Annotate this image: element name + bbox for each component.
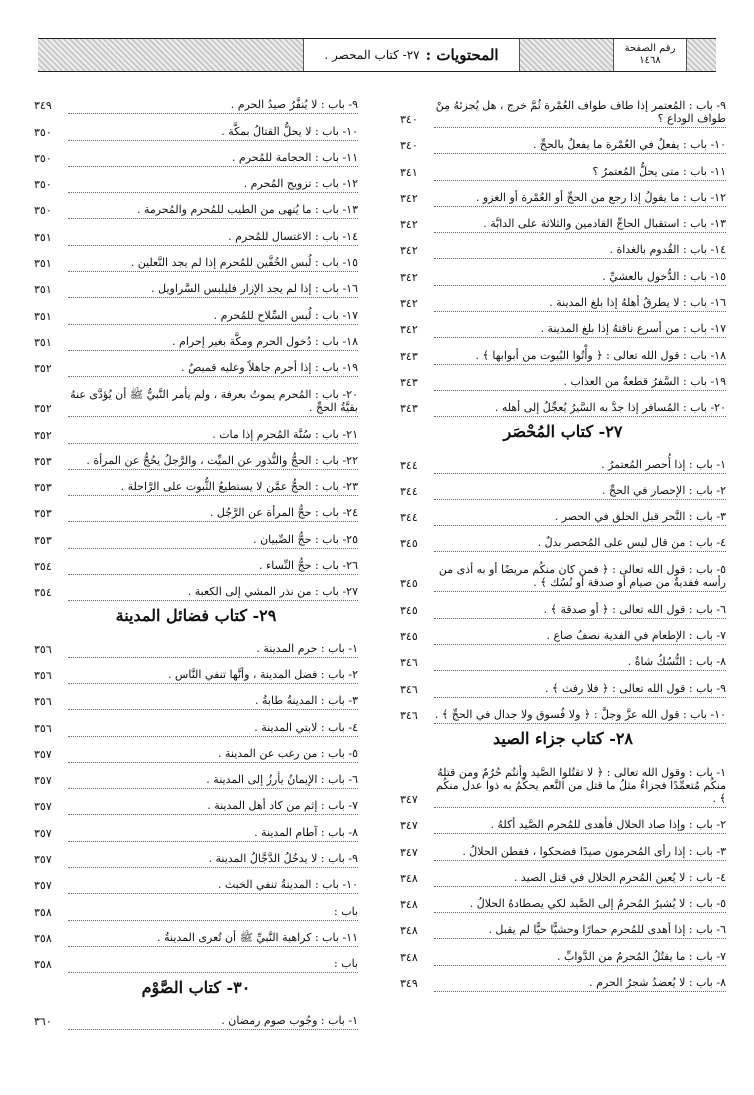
toc-entry-title: ٢٥- باب : حجُّ الصِّبيان .: [68, 533, 358, 549]
toc-entry: [34, 114, 358, 140]
toc-entry-page: ٣٥١: [34, 283, 52, 297]
toc-entry-page: ٣٥٣: [34, 507, 52, 521]
toc-entry-title: ١٣- باب : استقبال الحاجِّ القادمين والثلاثة على الدابَّة .: [434, 217, 726, 233]
toc-entry: [34, 246, 358, 272]
toc-entry-title: ١٩- باب : السَّفرُ قطعةٌ من العذاب .: [434, 375, 726, 391]
toc-entry-title: ١٦- باب : إذا لم يجد الإزار فليلبس السَّراويل .: [68, 282, 358, 298]
toc-entry: [34, 377, 358, 417]
toc-entry-page: ٣٤٠: [400, 113, 418, 126]
toc-entry-title: ٣- باب : المدينةُ طابةُ .: [68, 694, 358, 710]
toc-entry-page: ٣٤٢: [400, 323, 418, 337]
toc-entry: [34, 684, 358, 710]
toc-entry-title: ٦- باب : قول الله تعالى : ﴿ أو صدقة ﴾ .: [434, 603, 726, 619]
toc-entry-page: ٣٥٧: [34, 853, 52, 867]
toc-entry-page: ٣٤٧: [400, 845, 418, 859]
toc-entry-page: ٣٤٨: [400, 898, 418, 912]
toc-entry: [400, 312, 726, 338]
toc-entry-title: ٢٢- باب : الحجُّ والنُّذور عن الميِّت ، والرَّجلُ يحُجُّ عن المرأة .: [68, 454, 358, 470]
toc-entry-title: ٥- باب : لا يُشيرُ المُحرمُ إلى الصَّيد لكي يصطادهُ الحلالُ .: [434, 897, 726, 913]
toc-entry-title: باب :: [68, 905, 358, 921]
toc-entry-page: ٣٥٧: [34, 774, 52, 788]
toc-entry-page: ٣٥٧: [34, 879, 52, 893]
toc-entry-page: ٣٤٢: [400, 218, 418, 232]
toc-entry-page: ٣٥٠: [34, 178, 52, 192]
toc-entry-page: ٣٥٧: [34, 826, 52, 840]
toc-entry: [34, 167, 358, 193]
toc-entry-title: ١- باب : وقول الله تعالى : ﴿ لا تقتُلوا الصَّيد وأنتُم حُرُمٌ ومن قتلهُ منكُم مُتعمِّدًا فجزاءٌ مثلُ ما قتل من النَّعم يحكُمُ به ذوا عدل منكُم ﴾ .: [434, 766, 726, 808]
toc-entry: [34, 219, 358, 245]
toc-entry: [400, 207, 726, 233]
toc-entry-title: ٧- باب : الإطعام في الفدية نصفُ صاع .: [434, 629, 726, 645]
header-title-box: [303, 39, 520, 71]
toc-entry-page: ٣٥٦: [34, 668, 52, 682]
toc-entry-title: ١٥- باب : لُبس الخُفَّين للمُحرم إذا لم يجد النَّعلين .: [68, 256, 358, 272]
toc-entry: [400, 474, 726, 500]
toc-entry-title: ٨- باب : النُّسُكُ شاةٌ .: [434, 655, 726, 671]
toc-entry-title: ٢٠- باب : المُحرم يموتُ بعرفة ، ولم يأمر النَّبيُّ ﷺ أن يُؤدَّى عنهُ بقيَّةُ الحجِّ .: [68, 388, 358, 417]
toc-entry: [34, 710, 358, 736]
toc-column-left: [34, 88, 358, 1030]
toc-entry-page: ٣٥١: [34, 257, 52, 271]
toc-entry-page: ٣٤٤: [400, 511, 418, 525]
toc-entry-title: ١٨- باب : قول الله تعالى : ﴿ وأْتُوا البُيوت من أبوابها ﴾ .: [434, 349, 726, 365]
toc-entry-page: ٣٤٩: [400, 977, 418, 991]
toc-entry-page: ٣٤٨: [400, 950, 418, 964]
toc-entry-page: ٣٥٦: [34, 695, 52, 709]
toc-entry-title: ٢٣- باب : الحجُّ عمَّن لا يستطيعُ الثُّبوت على الرَّاحلة .: [68, 480, 358, 496]
toc-entry-page: ٣٤٥: [400, 603, 418, 617]
toc-entry-title: ٢١- باب : سُنَّة المُحرم إذا مات .: [68, 428, 358, 444]
toc-entry: [34, 325, 358, 351]
toc-entry-page: ٣٤٠: [400, 139, 418, 153]
toc-entry-page: ٣٤٤: [400, 458, 418, 472]
toc-entry-title: ١- باب : إذا أُحصر المُعتمرُ .: [434, 458, 726, 474]
toc-entry: [400, 154, 726, 180]
toc-entry-page: ٣٥١: [34, 230, 52, 244]
toc-entry-title: ٢٤- باب : حجُّ المرأة عن الرَّجُل .: [68, 506, 358, 522]
toc-entry-page: ٣٤٢: [400, 270, 418, 284]
toc-entry-title: ٣- باب : إذا رأى المُحرمون صيدًا فضحكوا ، ففطن الحلالُ .: [434, 845, 726, 861]
toc-entry: [400, 619, 726, 645]
toc-entry-page: ٣٥٢: [34, 362, 52, 376]
toc-entry-page: ٣٥٣: [34, 533, 52, 547]
toc-entry-title: ٧- باب : ما يقتُلُ المُحرمُ من الدَّوابِّ .: [434, 950, 726, 966]
toc-entry-page: ٣٤٩: [34, 99, 52, 113]
toc-entry: [400, 233, 726, 259]
header-subtitle: ٢٧- كتاب المحصر .: [324, 48, 420, 62]
toc-entry-title: ٥- باب : قول الله تعالى : ﴿ فمن كان منكُم مريضًا أو به أذى من رأسه ففديةٌ من صيام أو صدقة أو نُسُك ﴾ .: [434, 563, 726, 592]
toc-entry: [400, 552, 726, 592]
toc-entry: [34, 763, 358, 789]
toc-entry-title: ١- باب : وجُوب صوم رمضان .: [68, 1014, 358, 1030]
toc-entry-title: ٣- باب : النَّحر قبل الحلق في الحصر .: [434, 510, 726, 526]
toc-entry-page: ٣٥٤: [34, 586, 52, 600]
toc-entry-page: ٣٤٨: [400, 871, 418, 885]
toc-entry-title: ٩- باب : لا يُنفَّرُ صيدُ الحرم .: [68, 98, 358, 114]
toc-entry-title: ٨- باب : آطام المدينة .: [68, 826, 358, 842]
page-number-label: رقم الصفحة: [624, 43, 676, 54]
toc-entry-title: ١١- باب : الحجامة للمُحرم .: [68, 151, 358, 167]
toc-entry-title: ١٣- باب : ما يُنهى من الطيب للمُحرم والمُحرمة .: [68, 203, 358, 219]
toc-entry-page: ٣٥٧: [34, 747, 52, 761]
toc-entry-page: ٣٥٨: [34, 931, 52, 945]
toc-entry-page: ٣٥٣: [34, 481, 52, 495]
toc-entry-title: ٤- باب : لا يُعين المُحرم الحلال في قتل الصيد .: [434, 871, 726, 887]
toc-entry-page: ٣٤٦: [400, 656, 418, 670]
toc-entry-page: ٣٥٦: [34, 721, 52, 735]
toc-entry: [34, 575, 358, 601]
toc-entry: [34, 88, 358, 114]
toc-entry-title: ٩- باب : قول الله تعالى : ﴿ فلا رفث ﴾ .: [434, 682, 726, 698]
header-page-box: [613, 39, 687, 71]
toc-entry: [34, 470, 358, 496]
toc-entry: [400, 365, 726, 391]
toc-entry-title: ١٧- باب : لُبس السِّلاح للمُحرم .: [68, 309, 358, 325]
book-heading: ٢٩- كتاب فضائل المدينة: [115, 606, 277, 626]
toc-entry: [400, 808, 726, 834]
toc-entry-title: ١٠- باب : المدينةُ تنفي الخبث .: [68, 878, 358, 894]
toc-entry: [34, 1003, 358, 1029]
toc-entry-page: ٣٤٥: [400, 577, 418, 591]
toc-entry-title: ٩- باب : لا يدخُلُ الدَّجَّالُ المدينة .: [68, 852, 358, 868]
page-header: [38, 38, 716, 72]
toc-entry: [34, 815, 358, 841]
toc-entry-title: ٨- باب : لا يُعضدُ شجرُ الحرم .: [434, 976, 726, 992]
toc-entry-title: ١٤- باب : القُدوم بالغداة .: [434, 243, 726, 259]
toc-entry-page: ٣٤٢: [400, 191, 418, 205]
toc-entry-page: ٣٥٤: [34, 560, 52, 574]
toc-entry-title: ١١- باب : متى يحلُّ المُعتمرُ ؟: [434, 165, 726, 181]
toc-entry: [400, 698, 726, 724]
toc-entry: [34, 417, 358, 443]
toc-entry-title: ٤- باب : من قال ليس على المُحصر بدلٌ .: [434, 536, 726, 552]
toc-entry: [400, 645, 726, 671]
toc-entry: [34, 947, 358, 973]
toc-entry: [400, 887, 726, 913]
toc-entry: [400, 939, 726, 965]
toc-entry: [34, 894, 358, 920]
toc-entry-title: ١٠- باب : يفعلُ في العُمْرة ما يفعلُ بالحجِّ .: [434, 138, 726, 154]
toc-entry: [34, 868, 358, 894]
toc-entry: [400, 338, 726, 364]
toc-entry-page: ٣٤٥: [400, 537, 418, 551]
toc-entry: [400, 754, 726, 808]
toc-entry-title: ٤- باب : لابتي المدينة .: [68, 721, 358, 737]
toc-entry: [400, 526, 726, 552]
toc-entry-page: ٣٥١: [34, 309, 52, 323]
toc-entry: [34, 298, 358, 324]
toc-entry: [400, 834, 726, 860]
toc-entry: [34, 496, 358, 522]
toc-entry-page: ٣٤٤: [400, 484, 418, 498]
toc-entry-page: ٣٥٠: [34, 125, 52, 139]
toc-entry-title: ١٤- باب : الاغتسال للمُحرم .: [68, 230, 358, 246]
toc-entry: [34, 549, 358, 575]
toc-entry-title: ١٢- باب : ما يقولُ إذا رجع من الحجِّ أو العُمْرة أو الغزو .: [434, 191, 726, 207]
header-title: المحتويات :: [425, 46, 499, 64]
toc-entry-page: ٣٤٢: [400, 297, 418, 311]
toc-entry-page: ٣٥٨: [34, 958, 52, 972]
toc-entry: [34, 658, 358, 684]
toc-entry: [34, 272, 358, 298]
toc-entry-page: ٣٥٦: [34, 642, 52, 656]
toc-entry-title: باب :: [68, 957, 358, 973]
toc-entry-page: ٣٤٣: [400, 349, 418, 363]
toc-entry: [34, 351, 358, 377]
toc-entry: [34, 737, 358, 763]
toc-entry-title: ١٩- باب : إذا أحرم جاهلاً وعليه قميصٌ .: [68, 361, 358, 377]
toc-entry-page: ٣٥٣: [34, 454, 52, 468]
toc-entry-title: ١٥- باب : الدُّخول بالعشيِّ .: [434, 270, 726, 286]
toc-entry: [34, 141, 358, 167]
toc-entry: [400, 671, 726, 697]
toc-column-right: [400, 88, 726, 992]
toc-entry: [400, 913, 726, 939]
toc-entry: [400, 592, 726, 618]
toc-entry-title: ٩- باب : المُعتمر إذا طاف طواف العُمْرة ثُمَّ خرج ، هل يُجزئهُ مِنْ طواف الوداع ؟: [434, 99, 726, 128]
toc-entry-title: ٢- باب : فضل المدينة ، وأنَّها تنفي النَّاس .: [68, 668, 358, 684]
toc-entry-page: ٣٥٨: [34, 905, 52, 919]
toc-entry: [34, 921, 358, 947]
book-heading: ٢٧- كتاب المُحْصَر: [503, 422, 623, 442]
toc-entry-page: ٣٤٦: [400, 682, 418, 696]
toc-entry-page: ٣٥٢: [34, 428, 52, 442]
toc-entry: [400, 128, 726, 154]
toc-entry: [34, 444, 358, 470]
toc-entry-page: ٣٤٥: [400, 630, 418, 644]
toc-entry-title: ١٧- باب : من أسرع ناقتهُ إذا بلغ المدينة .: [434, 322, 726, 338]
toc-entry-page: ٣٥٧: [34, 800, 52, 814]
toc-entry-title: ٦- باب : إذا أهدى للمُحرم حمارًا وحشيًّا حيًّا لم يقبل .: [434, 923, 726, 939]
toc-entry-title: ١٨- باب : دُخول الحرم ومكَّة بغير إحرام .: [68, 335, 358, 351]
toc-entry-title: ١- باب : حرم المدينة .: [68, 642, 358, 658]
toc-entry: [400, 447, 726, 473]
toc-entry: [400, 259, 726, 285]
toc-entry-title: ٢٦- باب : حجُّ النِّساء .: [68, 559, 358, 575]
toc-entry-title: ٧- باب : إثم من كاد أهل المدينة .: [68, 799, 358, 815]
toc-entry-page: ٣٥١: [34, 335, 52, 349]
toc-entry: [400, 286, 726, 312]
toc-entry-page: ٣٤٣: [400, 375, 418, 389]
toc-entry: [400, 181, 726, 207]
toc-entry-page: ٣٦٠: [34, 1014, 52, 1028]
toc-entry-title: ٦- باب : الإيمانُ يأرزُ إلى المدينة .: [68, 773, 358, 789]
page-number: ١٤٦٨: [639, 55, 661, 66]
toc-entry-title: ٢- باب : وإذا صاد الحلال فأهدى للمُحرم الصَّيد أكلهُ .: [434, 818, 726, 834]
toc-entry-page: ٣٤١: [400, 165, 418, 179]
toc-entry: [34, 842, 358, 868]
toc-entry: [400, 500, 726, 526]
toc-entry-page: ٣٤٣: [400, 402, 418, 416]
toc-entry-title: ١١- باب : كراهية النَّبيِّ ﷺ أن تُعرى المدينةُ .: [68, 931, 358, 947]
toc-entry-title: ١٠- باب : قول الله عزَّ وجلَّ : ﴿ ولا فُسوق ولا جدال في الحجِّ ﴾ .: [434, 708, 726, 724]
toc-entry-page: ٣٤٦: [400, 708, 418, 722]
toc-entry: [34, 789, 358, 815]
toc-entry-page: ٣٥٠: [34, 151, 52, 165]
toc-entry-page: ٣٥٢: [34, 402, 52, 416]
book-heading: ٣٠- كتاب الصَّوْم: [141, 978, 251, 998]
toc-entry-title: ١٠- باب : لا يحلُّ القتالُ بمكَّة .: [68, 125, 358, 141]
toc-entry-title: ١٦- باب : لا يطرقُ أهلهُ إذا بلغ المدينة .: [434, 296, 726, 312]
toc-entry-page: ٣٤٧: [400, 792, 418, 806]
toc-entry: [400, 88, 726, 128]
toc-entry-page: ٣٤٢: [400, 244, 418, 258]
toc-entry-title: ٢٧- باب : من نذر المشي إلى الكعبة .: [68, 585, 358, 601]
book-heading: ٢٨- كتاب جزاء الصيد: [492, 728, 634, 748]
toc-entry-title: ٥- باب : من رغب عن المدينة .: [68, 747, 358, 763]
toc-entry: [34, 631, 358, 657]
toc-entry-title: ٢٠- باب : المُسافر إذا جدَّ به السَّيرُ يُعجِّلُ إلى أهله .: [434, 401, 726, 417]
toc-entry: [400, 966, 726, 992]
toc-entry: [400, 391, 726, 417]
toc-entry: [34, 193, 358, 219]
toc-entry-page: ٣٤٧: [400, 819, 418, 833]
toc-entry: [34, 522, 358, 548]
toc-entry-title: ٢- باب : الإحصار في الحجِّ .: [434, 484, 726, 500]
toc-entry-title: ١٢- باب : تزويج المُحرم .: [68, 177, 358, 193]
toc-entry-page: ٣٤٨: [400, 924, 418, 938]
toc-entry: [400, 861, 726, 887]
toc-entry-page: ٣٥٠: [34, 204, 52, 218]
